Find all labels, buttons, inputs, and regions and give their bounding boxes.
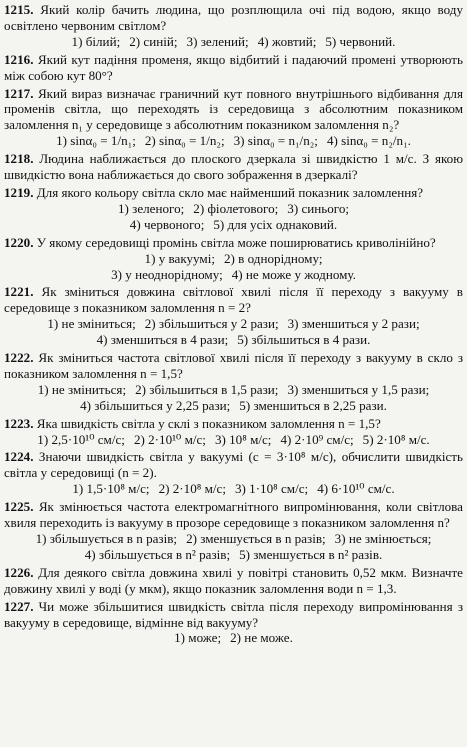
answer-options-line: [4, 481, 463, 497]
answer-option: 5) 2·10⁸ м/с.: [362, 431, 430, 447]
answer-option: 1) зеленого;: [117, 200, 185, 216]
problem-stem: [4, 350, 463, 382]
problem-number: 1216.: [4, 51, 34, 67]
answer-option: 3) синього;: [287, 200, 350, 216]
problem-stem: [4, 52, 463, 84]
problem-number: 1224.: [4, 449, 34, 465]
problem-1224: [4, 449, 463, 497]
problem-number: 1226.: [4, 564, 34, 580]
problem-1220: [4, 235, 463, 283]
problem-number: 1223.: [4, 415, 34, 431]
answer-options-line: [4, 133, 463, 149]
problem-1216: [4, 52, 463, 84]
answer-options-line: [4, 630, 463, 646]
answer-option: 2) 2·10¹⁰ м/с;: [133, 431, 206, 447]
problem-1222: [4, 350, 463, 414]
answer-option: 4) червоного;: [129, 216, 205, 232]
answer-option: 2) не може.: [230, 630, 293, 646]
problem-number: 1220.: [4, 234, 34, 250]
problem-text: Як зміниться частота світлової хвилі після її переходу з вакууму в скло з показником заломлення n = 1,5?: [4, 350, 464, 381]
problem-text: Чи може збільшитися швидкість світла після переходу випромінювання з вакууму в середовище, відмінне від вакууму?: [4, 598, 463, 630]
answer-option: 2) фіолетового;: [193, 200, 279, 216]
problem-text: Як змінюється частота електромагнітного випромінювання, коли світлова хвиля переходить із вакууму в прозоре середовище з показником заломлення n?: [4, 499, 463, 531]
problem-stem: [4, 416, 463, 432]
answer-options-line: [4, 531, 463, 547]
problem-text: Який вираз визначає граничний кут повного внутрішнього відбивання для променів світла, що переходять із середовища з абсолютним показником заломлення n₁ у середовище з абсолютним показником заломлення n₂?: [4, 85, 463, 133]
answer-option: 3) у неоднорідному;: [111, 266, 223, 282]
problem-number: 1222.: [4, 350, 34, 366]
answer-option: 2) в однорідному;: [224, 250, 323, 266]
answer-option: 4) 6·10¹⁰ см/с.: [317, 481, 395, 497]
problem-number: 1227.: [4, 598, 34, 614]
answer-options-line: [4, 267, 463, 283]
answer-option: 1) sinα₀ = 1/n₁;: [56, 133, 136, 149]
answer-option: 3) не змінюється;: [334, 531, 432, 546]
answer-option: 1) не зміниться;: [47, 316, 136, 332]
answer-option: 3) зелений;: [186, 33, 249, 49]
answer-option: 2) 2·10⁸ м/с;: [158, 481, 226, 497]
answer-option: 4) 2·10⁹ см/с;: [280, 431, 354, 447]
problem-stem: [4, 235, 463, 251]
answer-option: 1) у вакуумі;: [144, 250, 215, 266]
answer-option: 5) збільшиться в 4 рази.: [237, 332, 371, 348]
answer-option: 2) зменшується в n разів;: [186, 531, 326, 546]
problem-text: У якому середовищі промінь світла може поширюватись криволінійно?: [36, 234, 436, 250]
problem-text: Людина наближається до плоского дзеркала зі швидкістю 1 м/с. З якою швидкістю вона наближається до свого зображення в дзеркалі?: [4, 151, 463, 183]
answer-option: 2) збільшиться в 1,5 рази;: [135, 381, 279, 397]
problem-stem: [4, 284, 463, 316]
problem-number: 1218.: [4, 151, 34, 167]
answer-options-line: [4, 547, 463, 563]
answer-option: 2) sinα₀ = 1/n₂;: [144, 133, 225, 149]
problem-number: 1217.: [4, 85, 34, 101]
problem-stem: [4, 2, 463, 34]
problem-text: Який кут падіння променя, якщо відбитий і падаючий промені утворюють між собою кут 80°?: [4, 51, 463, 83]
problem-1225: [4, 499, 463, 563]
problem-1217: [4, 86, 463, 150]
answer-options-line: [4, 217, 463, 233]
answer-option: 4) збільшиться у 2,25 рази;: [80, 397, 231, 413]
answer-option: 4) збільшується в n² разів;: [84, 546, 231, 562]
problem-1227: [4, 599, 463, 647]
problem-number: 1215.: [4, 2, 34, 17]
answer-options-line: [4, 34, 463, 50]
problem-text: Для деякого світла довжина хвилі у повітрі становить 0,52 мкм. Визначте довжину хвилі у воді (у мкм), якщо показник заломлення води n = 1,3.: [4, 564, 463, 596]
problem-text: Який колір бачить людина, що розплющила очі під водою, якщо воду освітлено червоним світлом?: [4, 2, 463, 33]
problem-number: 1219.: [4, 184, 34, 200]
problem-stem: [4, 86, 463, 134]
answer-option: 5) для усіх однаковий.: [213, 216, 338, 232]
answer-option: 3) зменшиться у 2 рази;: [287, 316, 420, 332]
problem-number: 1221.: [4, 284, 34, 300]
problem-stem: [4, 499, 463, 531]
answer-options-line: [4, 201, 463, 217]
answer-option: 5) зменшується в n² разів.: [239, 546, 383, 562]
answer-options-line: [4, 432, 463, 448]
problem-stem: [4, 599, 463, 631]
answer-option: 1) збільшується в n разів;: [35, 531, 178, 546]
problem-text: Яка швидкість світла у склі з показником заломлення n = 1,5?: [36, 415, 381, 431]
answer-options-line: [4, 332, 463, 348]
answer-option: 3) 10⁸ м/с;: [214, 431, 272, 447]
problem-text: Для якого кольору світла скло має найменший показник заломлення?: [36, 184, 424, 200]
answer-option: 3) зменшиться у 1,5 рази;: [287, 381, 430, 397]
answer-option: 1) може;: [174, 630, 222, 646]
answer-options-line: [4, 251, 463, 267]
problem-1223: [4, 416, 463, 448]
problem-text: Як зміниться довжина світлової хвилі після її переходу з вакууму в середовище з показником заломлення n = 2?: [4, 284, 463, 316]
answer-option: 3) 1·10⁸ см/с;: [234, 481, 309, 497]
problem-stem: [4, 185, 463, 201]
answer-option: 5) червоний.: [325, 33, 396, 49]
answer-option: 4) жовтий;: [257, 33, 317, 49]
answer-option: 5) зменшиться в 2,25 рази.: [239, 397, 387, 413]
problem-1218: [4, 151, 463, 183]
problem-number: 1225.: [4, 499, 34, 515]
answer-option: 4) зменшиться в 4 рази;: [96, 332, 229, 348]
answer-option: 1) 2,5·10¹⁰ см/с;: [37, 431, 125, 447]
problem-1219: [4, 185, 463, 233]
problem-stem: [4, 449, 463, 481]
answer-options-line: [4, 398, 463, 414]
answer-option: 1) 1,5·10⁸ м/с;: [72, 481, 150, 497]
problem-1215: [4, 2, 463, 50]
answer-option: 4) sinα₀ = n₂/n₁.: [326, 133, 411, 149]
problem-text: Знаючи швидкість світла у вакуумі (c = 3·10⁸ м/с), обчислити швидкість світла у середовищі (n = 2).: [4, 449, 463, 481]
answer-option: 2) синій;: [129, 33, 178, 49]
answer-option: 1) білий;: [71, 33, 121, 49]
answer-option: 3) sinα₀ = n₁/n₂;: [233, 133, 318, 149]
answer-option: 1) не зміниться;: [37, 381, 127, 397]
answer-options-line: [4, 316, 463, 332]
answer-option: 2) збільшиться у 2 рази;: [144, 316, 279, 332]
answer-options-line: [4, 382, 463, 398]
problem-1221: [4, 284, 463, 348]
problem-stem: [4, 565, 463, 597]
problem-stem: [4, 151, 463, 183]
problem-1226: [4, 565, 463, 597]
answer-option: 4) не може у жодному.: [231, 266, 356, 282]
